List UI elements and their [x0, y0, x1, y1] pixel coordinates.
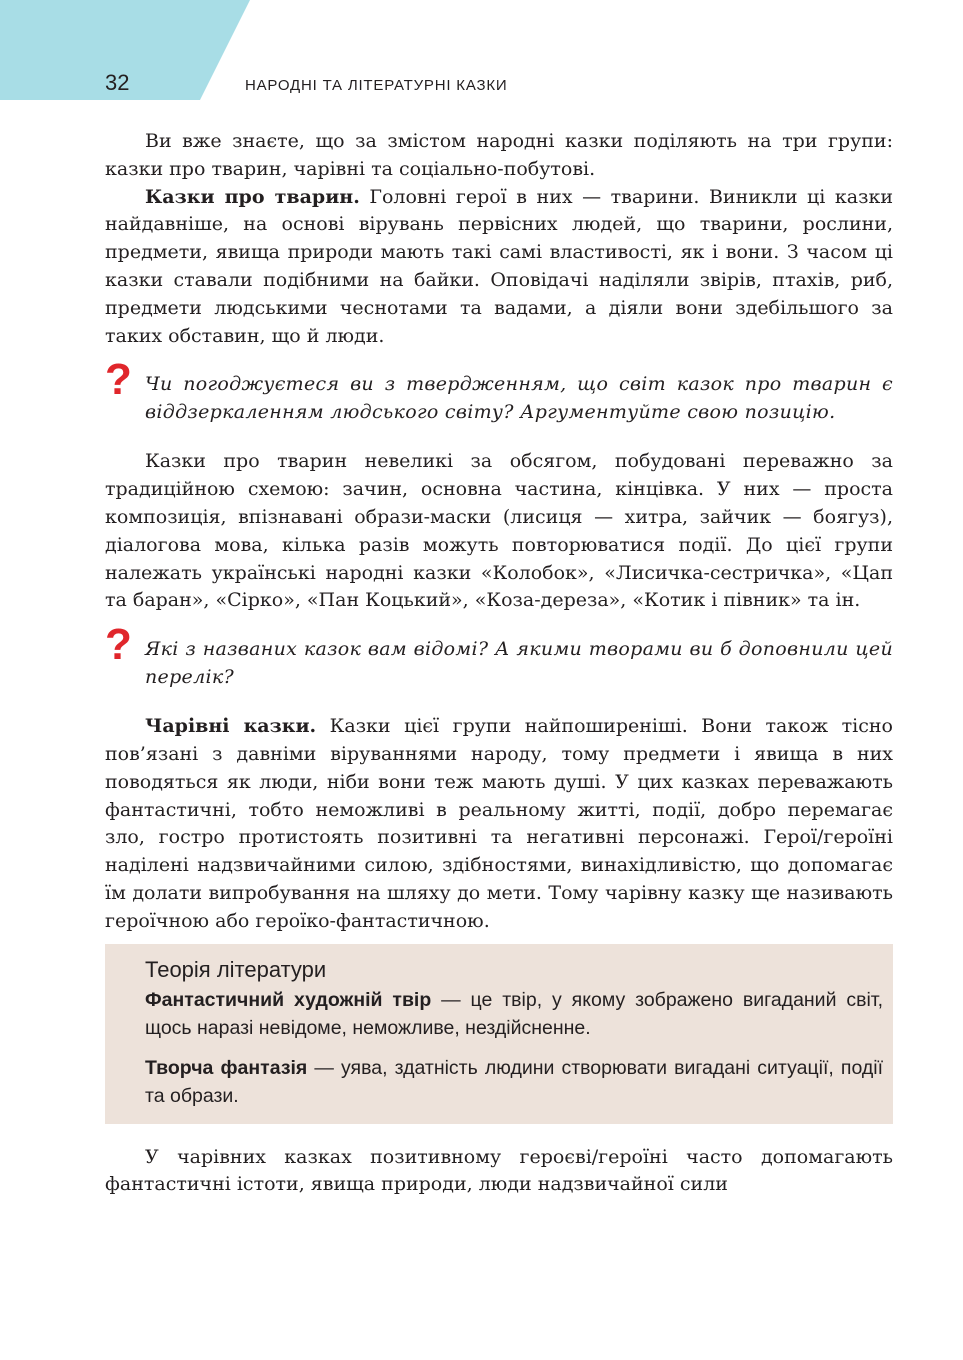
theory-definition-2 [145, 1054, 883, 1110]
paragraph-magic-tales-text: Казки цієї групи найпоширеніші. Вони також тісно пов’язані з давніми віруваннями народу, тому предмети і явища в них поводяться як люди, ніби вони теж мають душі. У цих казках переважають фантастичні, тобто неможливі в реальному житті, події, добро перемагає зло, гостро протистоять позитивні та негативні персонажі. Герої/героїні наділені надзвичайними силою, здібностями, винахідливістю, що допомагає їм долати випробування на шляху до мети. Тому чарівну казку ще називають героїчною або героїко-фантастичною. [105, 715, 893, 932]
paragraph-animal-tales-structure [105, 448, 893, 615]
paragraph-animal-tales-structure-text: Казки про тварин невеликі за обсягом, побудовані переважно за традиційною схемою: зачин, основна частина, кінцівка. У них — проста композиція, впізнавані образи-маски (лисиця — хитра, зайчик — боягуз), діалогова мова, кілька разів можуть повторюватися події. До цієї групи належать українські народні казки «Колобок», «Лисичка-сестричка», «Цап та баран», «Сірко», «Пан Коцький», «Коза-дереза», «Котик і півник» та ін. [105, 450, 893, 612]
theory-title: Теорія літератури [145, 956, 327, 982]
paragraph-animal-tales-text: Головні герої в них — тварини. Виникли ці казки найдавніше, на основі вірувань первісних людей, що тварини, рослини, предмети, явища природи мають такі самі властивості, як і вони. З часом ці казки ставали подібними на байки. Оповідачі наділяли звірів, птахів, риб, предмети людськими чеснотами та вадами, а діяли вони здебільшого за таких обставин, що й люди. [105, 185, 893, 347]
paragraph-magic-helpers-text: У чарівних казках позитивному героєві/героїні часто допомагають фантастичні істоти, явища природи, люди надзвичайної сили [105, 1145, 893, 1196]
paragraph-intro [105, 128, 893, 184]
paragraph-magic-helpers [105, 1144, 893, 1200]
question-mark-icon: ? [105, 355, 132, 405]
theory-term-1: Фантастичний художній твір [145, 988, 432, 1011]
paragraph-magic-tales-heading: Чарівні казки. [145, 715, 317, 738]
paragraph-animal-tales-heading: Казки про тварин. [145, 185, 360, 208]
paragraph-animal-tales [105, 184, 893, 351]
paragraph-intro-text: Ви вже знаєте, що за змістом народні казки поділяють на три групи: казки про тварин, чарівні та соціально-побутові. [105, 130, 893, 180]
running-title: НАРОДНІ ТА ЛІТЕРАТУРНІ КАЗКИ [245, 77, 508, 94]
theory-box [105, 944, 893, 1124]
paragraph-magic-tales [105, 713, 893, 935]
question-text-1: Чи погоджуєтеся ви з твердженням, що світ казок про тварин є віддзеркаленням людського світу? Аргументуйте свою позицію. [145, 373, 893, 424]
page-number: 32 [105, 70, 130, 95]
theory-definition-1 [145, 986, 883, 1042]
question-text-2: Які з названих казок вам відомі? А якими творами ви б доповнили цей перелік? [145, 638, 893, 689]
question-block-2 [105, 620, 893, 691]
question-mark-icon: ? [105, 620, 132, 670]
theory-term-2: Творча фантазія [145, 1056, 308, 1079]
question-block-1 [105, 355, 893, 426]
theory-definition-2-text: — уява, здатність людини створювати вигадані ситуації, події та образи. [145, 1056, 883, 1107]
theory-definition-1-text: — це твір, у якому зображено вигаданий світ, щось наразі невідоме, неможливе, нездійсненне. [145, 988, 883, 1039]
page-content [105, 128, 893, 1199]
